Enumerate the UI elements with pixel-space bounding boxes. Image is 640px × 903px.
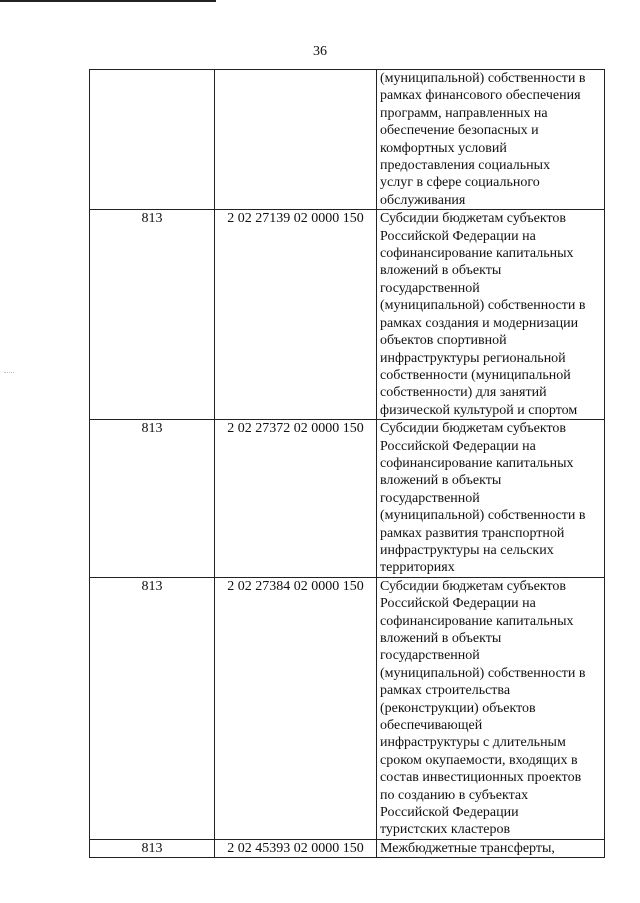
table-row (90, 577, 605, 839)
name-line: состав инвестиционных проектов (380, 770, 582, 786)
top-rule (0, 0, 216, 2)
name-line: Субсидии бюджетам субъектов (380, 578, 567, 594)
table-row (90, 210, 605, 420)
name-line: вложений в объекты (380, 263, 502, 279)
revenue-name-cell (377, 839, 605, 857)
name-line: Российской Федерации на (380, 596, 536, 612)
name-line: государственной (380, 648, 480, 664)
name-line: вложений в объекты (380, 473, 502, 489)
name-line: обслуживания (380, 192, 466, 208)
table-row (90, 420, 605, 578)
margin-mark (4, 372, 14, 375)
admin-code-cell: 813 (90, 420, 215, 578)
admin-code-cell: 813 (90, 839, 215, 857)
name-line: по созданию в субъектах (380, 787, 529, 803)
name-line: Межбюджетные трансферты, (380, 840, 555, 856)
admin-code-cell: 813 (90, 210, 215, 420)
revenue-name-cell (377, 210, 605, 420)
name-line: инфраструктуры региональной (380, 350, 566, 366)
name-line: (муниципальной) собственности в (380, 665, 586, 681)
name-line: (муниципальной) собственности в (380, 71, 586, 86)
revenue-code-cell: 2 02 27384 02 0000 150 (215, 577, 377, 839)
name-line: рамках строительства (380, 683, 511, 699)
name-line: государственной (380, 490, 480, 506)
page-number: 36 (313, 44, 327, 59)
revenue-name-cell (377, 420, 605, 578)
name-line: вложений в объекты (380, 631, 502, 646)
name-line: Субсидии бюджетам субъектов (380, 211, 567, 227)
name-line: Российской Федерации на (380, 438, 536, 454)
name-line: рамках создания и модернизации (380, 315, 579, 331)
budget-revenue-table (89, 69, 605, 858)
name-line: сроком окупаемости, входящих в (380, 752, 578, 768)
name-line: туристских кластеров (380, 822, 511, 838)
admin-code-cell: 813 (90, 577, 215, 839)
admin-code-cell (90, 70, 215, 210)
name-line: инфраструктуры с длительным (380, 735, 566, 751)
name-line: комфортных условий (380, 140, 507, 156)
revenue-code-cell: 2 02 45393 02 0000 150 (215, 839, 377, 857)
name-line: (муниципальной) собственности в (380, 298, 586, 314)
name-line: собственности (муниципальной (380, 367, 571, 383)
name-line: инфраструктуры на сельских (380, 542, 554, 558)
name-line: (реконструкции) объектов (380, 700, 536, 716)
name-line: физической культурой и спортом (380, 402, 578, 418)
name-line: рамках финансового обеспечения (380, 88, 581, 104)
name-line: объектов спортивной (380, 333, 507, 349)
table-row (90, 839, 605, 857)
name-line: рамках развития транспортной (380, 525, 565, 541)
name-line: Субсидии бюджетам субъектов (380, 421, 567, 437)
name-line: предоставления социальных (380, 158, 551, 174)
name-line: государственной (380, 280, 480, 296)
name-line: софинансирование капитальных (380, 455, 574, 471)
name-line: территориях (380, 560, 455, 576)
name-line: собственности) для занятий (380, 385, 547, 401)
revenue-code-cell (215, 70, 377, 210)
revenue-name-cell (377, 70, 605, 210)
revenue-name-cell (377, 577, 605, 839)
name-line: (муниципальной) собственности в (380, 508, 586, 524)
name-line: обеспечение безопасных и (380, 123, 539, 139)
revenue-code-cell: 2 02 27372 02 0000 150 (215, 420, 377, 578)
table-row (90, 70, 605, 210)
name-line: услуг в сфере социального (380, 175, 540, 191)
name-line: Российской Федерации (380, 805, 519, 821)
name-line: обеспечивающей (380, 718, 483, 734)
name-line: программ, направленных на (380, 105, 548, 121)
revenue-code-cell: 2 02 27139 02 0000 150 (215, 210, 377, 420)
name-line: софинансирование капитальных (380, 246, 574, 262)
name-line: софинансирование капитальных (380, 613, 574, 629)
name-line: Российской Федерации на (380, 228, 536, 244)
